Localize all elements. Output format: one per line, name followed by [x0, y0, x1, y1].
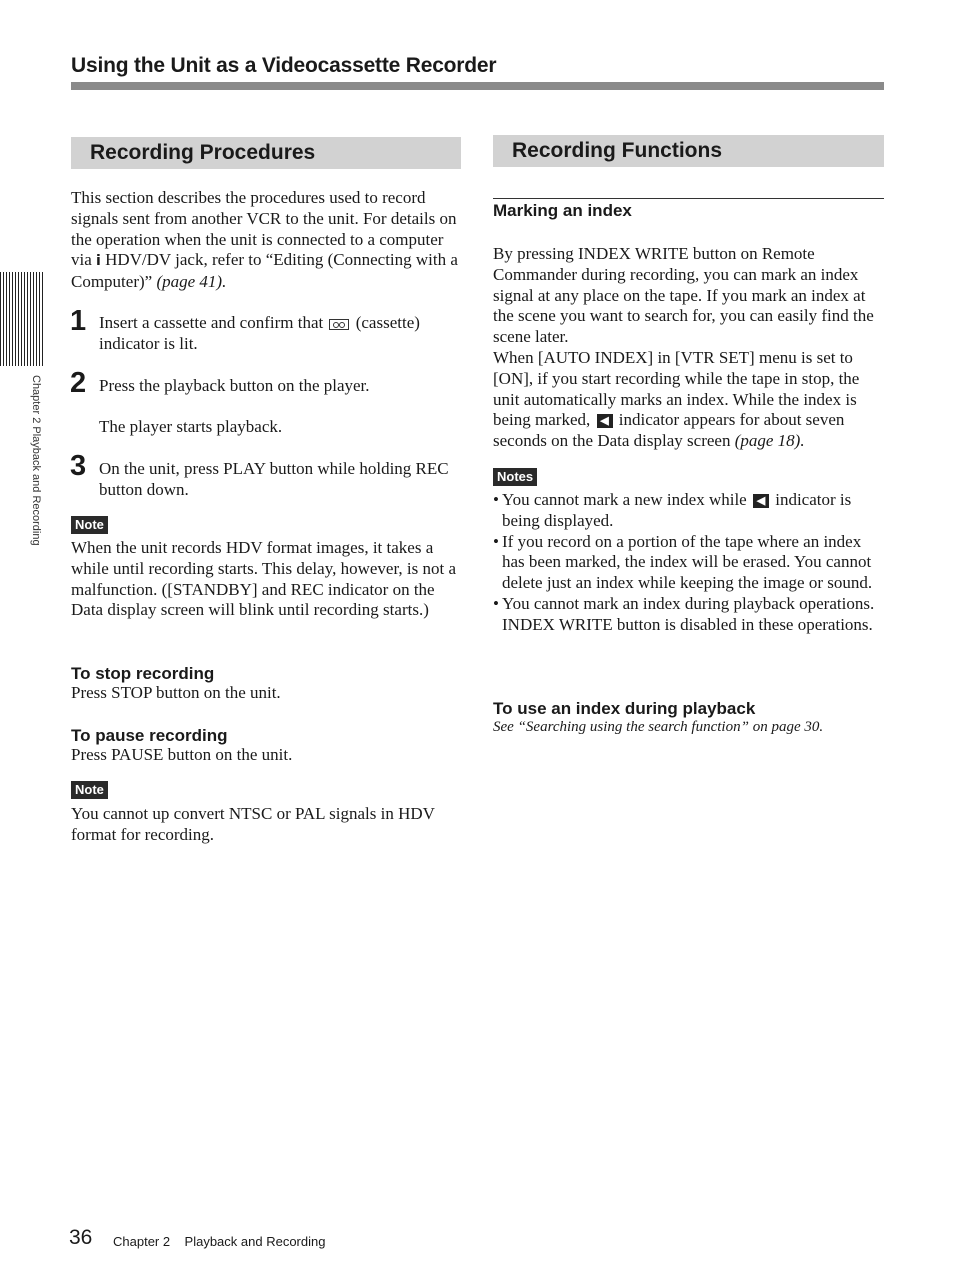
step-1-text-a: Insert a cassette and confirm that: [99, 313, 324, 332]
note-item-2: If you record on a portion of the tape where an index has been marked, the index will be erased. You cannot delete just an index while keeping the image or sound.: [502, 531, 873, 593]
subheading-pause-recording: To pause recording: [71, 726, 228, 745]
bullet: •: [493, 593, 499, 613]
page-reference: (page 41).: [156, 271, 227, 291]
marking-index-paragraph-1: By pressing INDEX WRITE button on Remote Commander during recording, you can mark an index signal at any place on the tape. If you mark an index at the scene you want to search for, you can easily find the scene later.: [493, 244, 874, 347]
intro-text-2: HDV/DV jack, refer to “Editing (Connecting with a Computer)”: [71, 250, 458, 291]
section-heading-recording-functions: Recording Functions: [493, 135, 884, 167]
pause-recording-text: Press PAUSE button on the unit.: [71, 745, 293, 764]
marking-index-paragraph-2: [493, 348, 885, 452]
note-badge: [71, 516, 108, 534]
page-number: 36: [69, 1226, 93, 1249]
note-tag-2: Note: [71, 781, 108, 799]
subheading-stop-recording: To stop recording: [71, 664, 215, 683]
list-item: [493, 490, 885, 532]
note-item-3: You cannot mark an index during playback operations. INDEX WRITE button is disabled in these operations.: [502, 593, 875, 634]
note-tag: Note: [71, 516, 108, 534]
step-2-result: The player starts playback.: [99, 417, 283, 436]
index-marker-icon: ◀: [597, 414, 613, 428]
stop-recording-text: Press STOP button on the unit.: [71, 683, 281, 702]
step-2-text: Press the playback button on the player.: [99, 376, 370, 395]
intro-text: This section describes the procedures used to record signals sent from another VCR to the unit. For details on the operation when the unit is connected to a computer via: [71, 188, 457, 270]
chapter-tab-label: Chapter 2 Playback and Recording: [30, 375, 42, 546]
list-item: [493, 532, 885, 594]
subsection-rule: [493, 198, 884, 199]
subheading-use-index-playback: To use an index during playback: [493, 699, 756, 718]
intro-paragraph: [71, 188, 463, 293]
page-header-title: Using the Unit as a Videocassette Recorder: [71, 54, 497, 77]
note-badge-2: [71, 781, 108, 799]
see-reference: See “Searching using the search function” on page 30.: [493, 719, 824, 735]
step-1-text: [99, 313, 459, 355]
note-1-text: When the unit records HDV format images, it takes a while until recording starts. This delay, however, is not a malfunction. ([STANDBY] and REC indicator on the Data display screen will blink until recording starts.): [71, 538, 457, 620]
subheading-marking-an-index: Marking an index: [493, 201, 632, 220]
footer-chapter: Chapter 2 Playback and Recording: [113, 1234, 326, 1249]
step-number-2: 2: [70, 367, 87, 399]
index-marker-icon: ◀: [753, 494, 769, 508]
notes-tag: Notes: [493, 468, 537, 486]
section-heading-recording-procedures: Recording Procedures: [71, 137, 461, 169]
chapter-tab-stripes: [0, 272, 44, 366]
step-1-text-b: (cassette) indicator is lit.: [99, 313, 420, 353]
cassette-icon: [329, 319, 349, 330]
header-rule: [71, 82, 884, 90]
note-item-1-a: You cannot mark a new index while: [502, 490, 747, 509]
step-number-3: 3: [70, 450, 87, 482]
list-item: [493, 594, 885, 636]
notes-list: [493, 490, 885, 636]
bullet: •: [493, 490, 499, 509]
para2-text-a: When [AUTO INDEX] in [VTR SET] menu is set to [ON], if you start recording while the tape in stop, the unit automatically marks an index. While the index is being marked,: [493, 348, 860, 430]
note-item-1-b: indicator is being displayed.: [502, 490, 852, 530]
bullet: •: [493, 531, 499, 551]
chapter-tab: [30, 375, 42, 575]
page-reference-18: (page 18).: [734, 431, 805, 451]
notes-badge: [493, 468, 537, 486]
step-number-1: 1: [70, 305, 87, 337]
note-2-text: You cannot up convert NTSC or PAL signals in HDV format for recording.: [71, 804, 435, 844]
step-3-text: On the unit, press PLAY button while holding REC button down.: [99, 459, 449, 499]
ilink-icon: i: [96, 253, 101, 270]
para2-text-b: indicator appears for about seven seconds on the Data display screen: [493, 410, 845, 451]
